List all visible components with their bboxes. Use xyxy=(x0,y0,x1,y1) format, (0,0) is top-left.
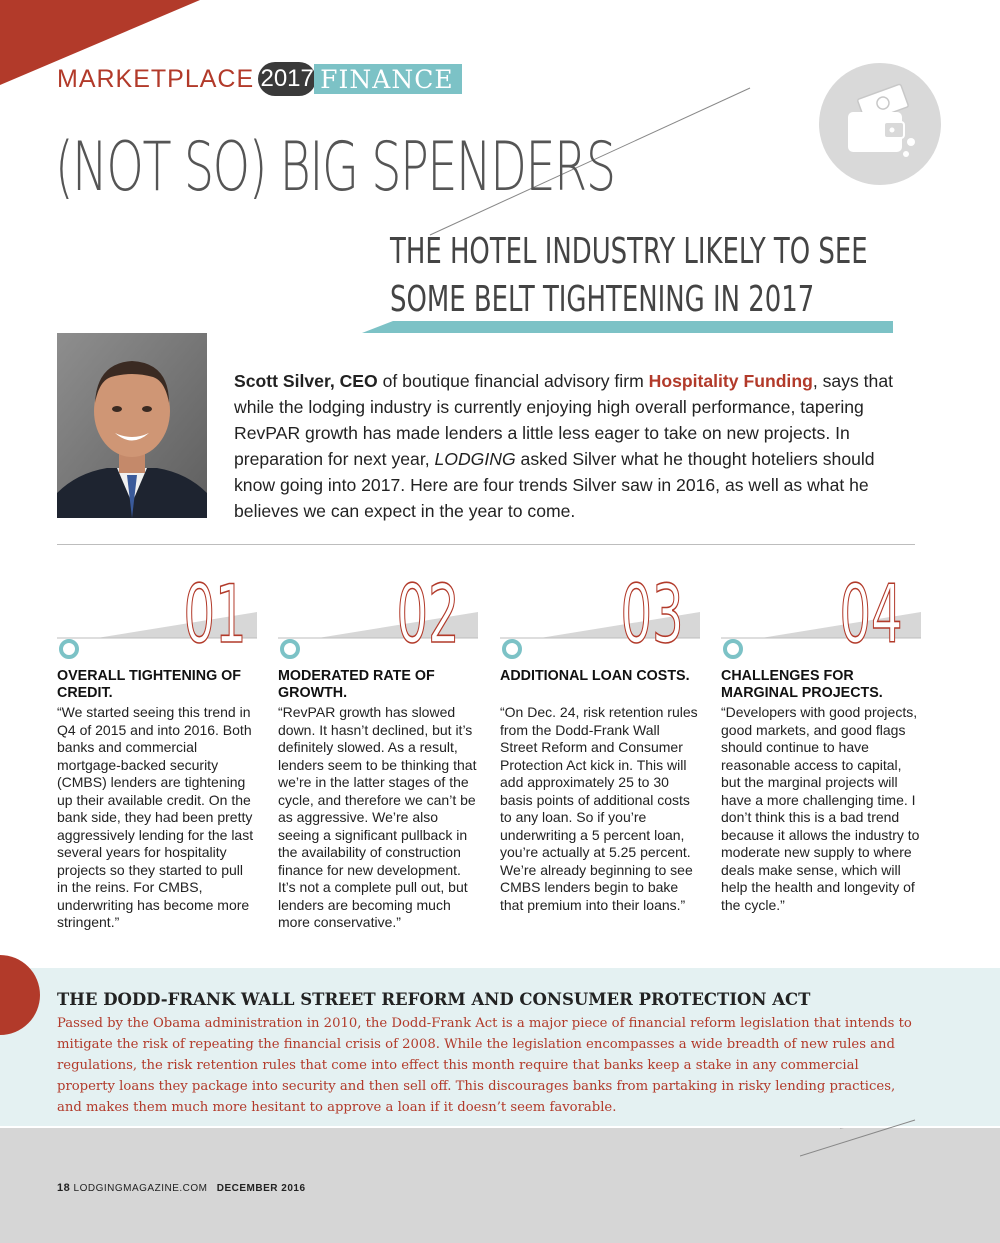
kicker-year-badge: 2017 xyxy=(258,62,316,96)
intro-magazine: LODGING xyxy=(434,449,516,469)
intro-name: Scott Silver, CEO xyxy=(234,371,378,391)
wallet-money-icon xyxy=(818,62,942,186)
subtitle-line-2: SOME BELT TIGHTENING IN 2017 xyxy=(390,279,815,320)
footer-diagonal-line xyxy=(800,1118,1000,1158)
page-subtitle xyxy=(390,228,868,324)
intro-text-3: asked Silver what he thought hoteliers should know going into 2017. Here are four trends Silver saw in 2016, as well as what he believes we can expect in the year to come. xyxy=(234,449,875,521)
page-footer xyxy=(57,1182,306,1194)
intro-company: Hospitality Funding xyxy=(648,371,813,391)
trend-number: 02 xyxy=(396,567,460,660)
trend-title: OVERALL TIGHTENING OF CREDIT. xyxy=(57,668,242,701)
trend-title: MODERATED RATE OF GROWTH. xyxy=(278,668,435,701)
intro-text-2: , says that while the lodging industry is currently enjoying high overall performance, tapering RevPAR growth has made lenders a little less eager to take on new projects. In preparation for next year, xyxy=(234,371,894,469)
subtitle-line-1: THE HOTEL INDUSTRY LIKELY TO SEE xyxy=(390,231,868,272)
sidebar-title: THE DODD-FRANK WALL STREET REFORM AND CONSUMER PROTECTION ACT xyxy=(57,990,811,1009)
trend-body: “RevPAR growth has slowed down. It hasn’t declined, but it’s definitely slowed. As a result, lenders seem to be thinking that we’re in the latter stages of the cycle, and therefore we can’t be as aggressive. We’re also seeing a significant pullback in the availability of construction finance for new development. It’s not a complete pull out, but lenders are becoming much more conservative.” xyxy=(278,704,477,930)
trend-number: 03 xyxy=(620,567,684,660)
trend-title: ADDITIONAL LOAN COSTS. xyxy=(500,668,690,684)
trend-number-graphic xyxy=(721,560,921,660)
intro-paragraph xyxy=(234,368,914,524)
trend-number-graphic xyxy=(500,560,700,660)
page-title: (NOT SO) BIG SPENDERS xyxy=(55,128,615,207)
trend-number-graphic xyxy=(278,560,478,660)
section-divider xyxy=(57,544,915,545)
footer-site: LODGINGMAGAZINE.COM xyxy=(73,1183,208,1194)
trend-number: 01 xyxy=(183,567,247,660)
portrait-photo xyxy=(57,333,207,518)
page-number: 18 xyxy=(57,1182,71,1194)
trend-body: “Developers with good projects, good markets, and good flags should continue to have reasonable access to capital, but the marginal projects will have a more challenging time. I don’t think this is a bad trend because it allows the industry to moderate new supply to where deals make sense, which will help the health and longevity of the cycle.” xyxy=(721,704,920,913)
trend-title: CHALLENGES FOR MARGINAL PROJECTS. xyxy=(721,668,883,701)
intro-text-1: of boutique financial advisory firm xyxy=(377,371,649,391)
kicker-marketplace: MARKETPLACE xyxy=(57,64,255,93)
footer-date: DECEMBER 2016 xyxy=(216,1183,306,1194)
trend-number-graphic xyxy=(57,560,257,660)
sidebar-body: Passed by the Obama administration in 2010, the Dodd-Frank Act is a major piece of financial reform legislation that intends to mitigate the risk of repeating the financial crisis of 2008. While the legislation encompasses a wide breadth of new rules and regulations, the risk retention rules that come into effect this month require that banks keep a stake in any commercial property loans they package into security and then sell off. This discourages banks from partaking in risky lending practices, and makes them much more hesitant to approve a loan if it doesn’t seem favorable. xyxy=(57,1016,912,1115)
trend-body: “We started seeing this trend in Q4 of 2015 and into 2016. Both banks and commercial mortgage-backed security (CMBS) lenders are tightening up their available credit. On the bank side, they had been pretty aggressively lending for the last several years for hospitality projects so they started to pull in the reins. For CMBS, underwriting has become more stringent.” xyxy=(57,704,254,930)
kicker-finance: FINANCE xyxy=(314,64,461,94)
trend-body: “On Dec. 24, risk retention rules from the Dodd-Frank Wall Street Reform and Consumer Protection Act kick in. This will add approximately 25 to 30 basis points of additional costs to any loan. So if you’re underwriting a 5 percent loan, you’re actually at 5.25 percent. We’re already beginning to see CMBS lenders begin to bake that premium into their loans.” xyxy=(500,704,698,913)
trend-number: 04 xyxy=(839,567,903,660)
